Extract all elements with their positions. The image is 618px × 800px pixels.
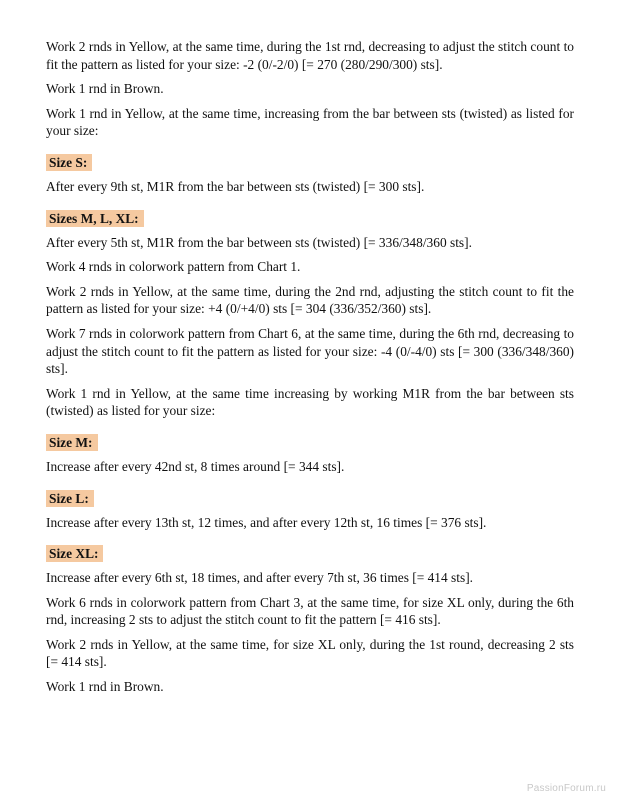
paragraph: Work 6 rnds in colorwork pattern from Chart 3, at the same time, for size XL only, during the 6th rnd, increasing 2 sts to adjust the stitch count to fit the pattern [= 416 sts]. (46, 594, 574, 628)
document-body (46, 38, 574, 703)
paragraph: Work 1 rnd in Yellow, at the same time increasing by working M1R from the bar between sts (twisted) as listed for your size: (46, 385, 574, 419)
paragraph: Increase after every 13th st, 12 times, and after every 12th st, 16 times [= 376 sts]. (46, 514, 487, 530)
size-label-row (46, 538, 574, 569)
size-label: Size XL: (46, 545, 103, 562)
paragraph: After every 9th st, M1R from the bar between sts (twisted) [= 300 sts]. (46, 178, 425, 194)
watermark: PassionForum.ru (526, 783, 606, 794)
paragraph: Work 7 rnds in colorwork pattern from Chart 6, at the same time, during the 6th rnd, decreasing to adjust the stitch count to fit the pattern as listed for your size: -4 (0/-4/0) sts [= 300 (336/348/360) sts]. (46, 325, 574, 377)
paragraph: Work 2 rnds in Yellow, at the same time, during the 2nd rnd, adjusting the stitch count to fit the pattern as listed for your size: +4 (0/+4/0) sts [= 304 (336/352/360) sts]. (46, 283, 574, 317)
paragraph: After every 5th st, M1R from the bar between sts (twisted) [= 336/348/360 sts]. (46, 234, 472, 250)
paragraph: Work 1 rnd in Yellow, at the same time, increasing from the bar between sts (twisted) as listed for your size: (46, 105, 574, 139)
size-label: Size L: (46, 490, 94, 507)
paragraph: Increase after every 42nd st, 8 times around [= 344 sts]. (46, 458, 345, 474)
size-label-row (46, 427, 574, 458)
paragraph: Work 2 rnds in Yellow, at the same time, for size XL only, during the 1st round, decreasing 2 sts [= 414 sts]. (46, 636, 574, 670)
paragraph: Increase after every 6th st, 18 times, and after every 7th st, 36 times [= 414 sts]. (46, 570, 473, 586)
size-label: Sizes M, L, XL: (46, 210, 144, 227)
paragraph: Work 2 rnds in Yellow, at the same time, during the 1st rnd, decreasing to adjust the stitch count to fit the pattern as listed for your size: -2 (0/-2/0) [= 270 (280/290/300) sts]. (46, 39, 574, 72)
size-label-row (46, 203, 574, 234)
size-label-row (46, 483, 574, 514)
paragraph: Work 1 rnd in Brown. (46, 81, 164, 97)
paragraph: Work 4 rnds in colorwork pattern from Chart 1. (46, 259, 301, 275)
size-label: Size S: (46, 154, 92, 171)
size-label-row (46, 147, 574, 178)
size-label: Size M: (46, 434, 98, 451)
paragraph: Work 1 rnd in Brown. (46, 679, 164, 695)
